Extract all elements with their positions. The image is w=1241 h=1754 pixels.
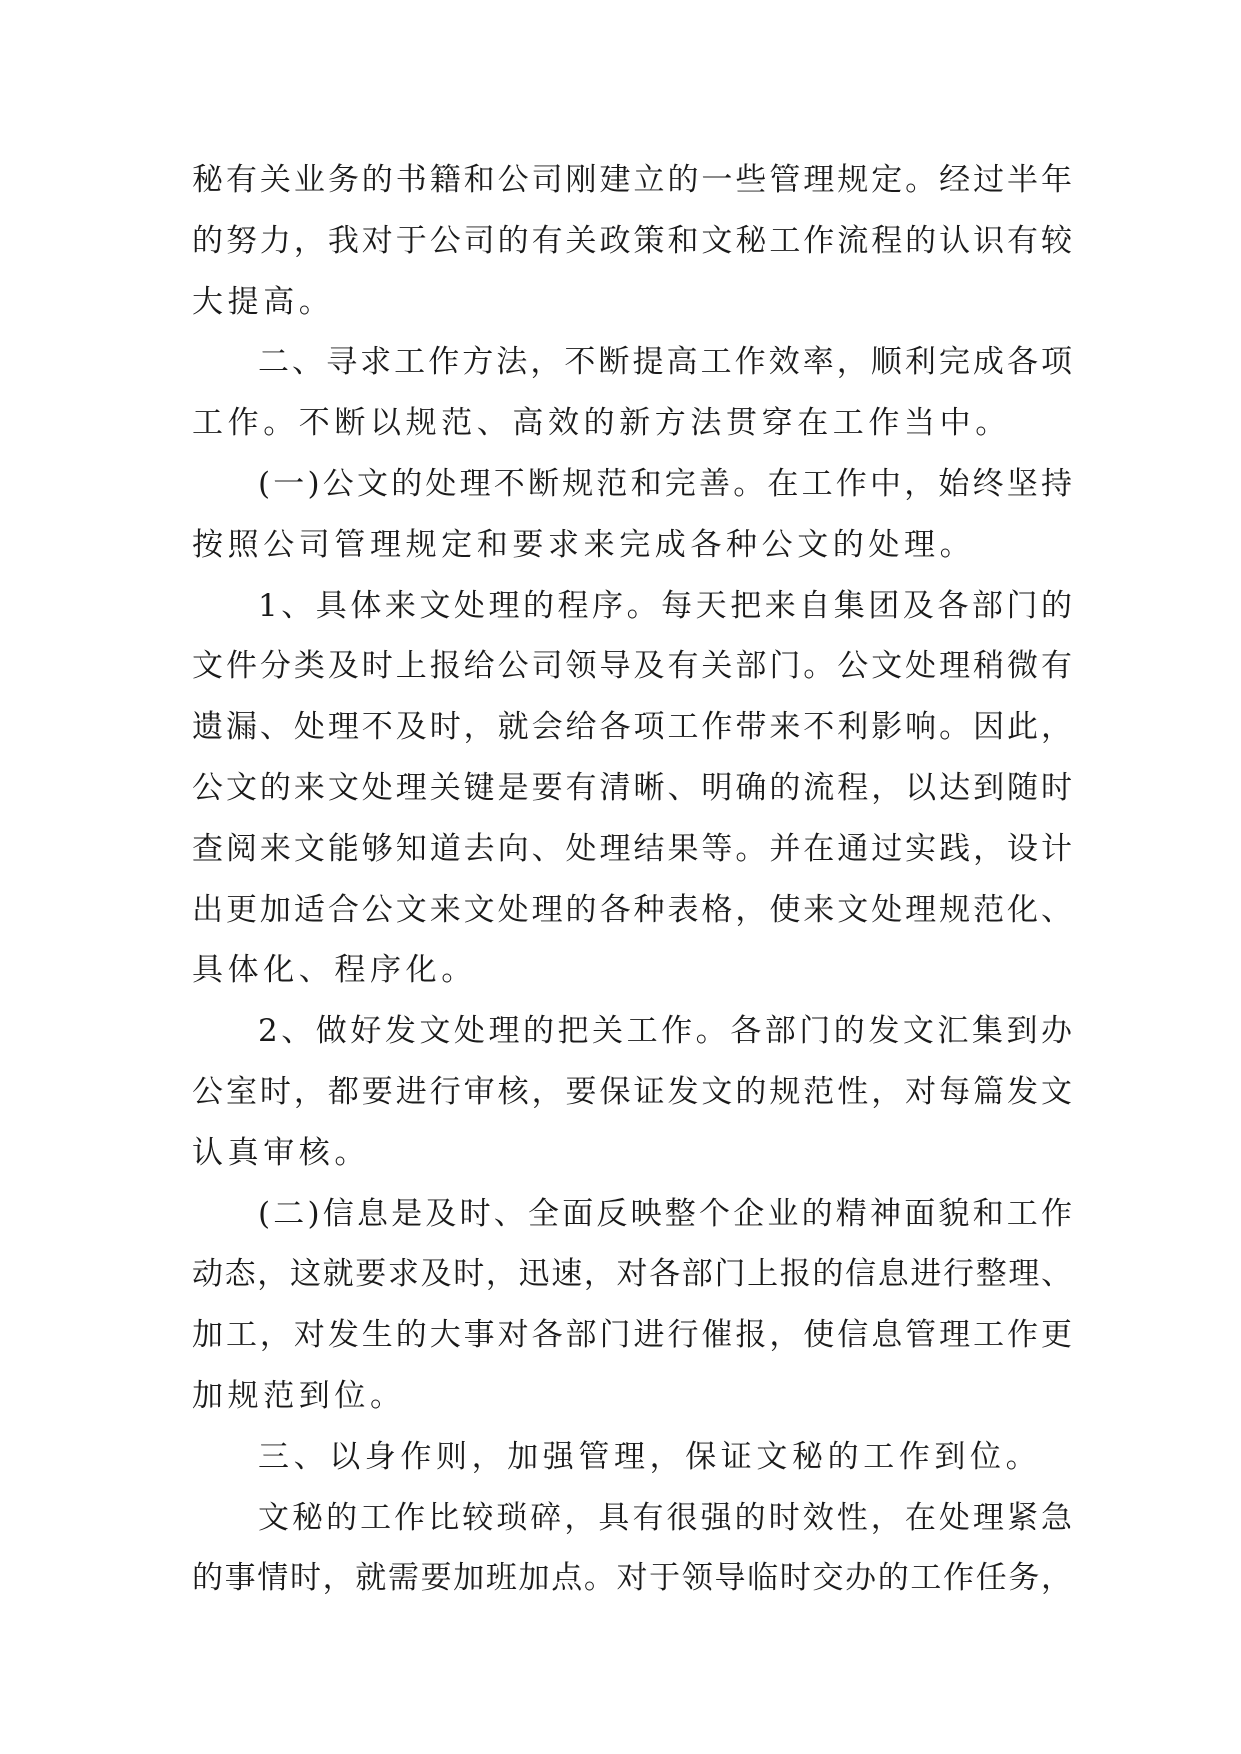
text-line: 具体化、程序化。 xyxy=(192,952,477,989)
text-line: 大提高。 xyxy=(192,283,335,320)
paragraph-start-line: 1、具体来文处理的程序。每天把来自集团及各部门的 xyxy=(258,587,1072,624)
paragraph-start-line: 三、以身作则，加强管理，保证文秘的工作到位。 xyxy=(258,1438,1042,1475)
paragraph-start-line: 二、寻求工作方法，不断提高工作效率，顺利完成各项 xyxy=(258,344,1072,381)
document-body xyxy=(192,150,1072,1609)
text-line: 工作。不断以规范、高效的新方法贯穿在工作当中。 xyxy=(192,405,1011,442)
text-line: 的事情时，就需要加班加点。对于领导临时交办的工作任务， xyxy=(192,1560,1072,1597)
paragraph-start-line: (一)公文的处理不断规范和完善。在工作中，始终坚持 xyxy=(258,465,1072,502)
text-line: 按照公司管理规定和要求来完成各种公文的处理。 xyxy=(192,526,976,563)
text-line: 加规范到位。 xyxy=(192,1377,406,1414)
text-line: 公室时，都要进行审核，要保证发文的规范性，对每篇发文 xyxy=(192,1073,1072,1110)
text-line: 遗漏、处理不及时，就会给各项工作带来不利影响。因此， xyxy=(192,709,1072,746)
paragraph-start-line: (二)信息是及时、全面反映整个企业的精神面貌和工作 xyxy=(258,1195,1072,1232)
paragraph-start-line: 2、做好发文处理的把关工作。各部门的发文汇集到办 xyxy=(258,1013,1072,1050)
text-line: 的努力，我对于公司的有关政策和文秘工作流程的认识有较 xyxy=(192,222,1072,259)
text-line: 动态，这就要求及时，迅速，对各部门上报的信息进行整理、 xyxy=(192,1256,1072,1293)
paragraph-start-line: 文秘的工作比较琐碎，具有很强的时效性，在处理紧急 xyxy=(258,1499,1072,1536)
text-line: 加工，对发生的大事对各部门进行催报，使信息管理工作更 xyxy=(192,1317,1072,1354)
text-line: 出更加适合公文来文处理的各种表格，使来文处理规范化、 xyxy=(192,891,1072,928)
text-line: 认真审核。 xyxy=(192,1134,370,1171)
text-line: 公文的来文处理关键是要有清晰、明确的流程，以达到随时 xyxy=(192,769,1072,806)
text-line: 查阅来文能够知道去向、处理结果等。并在通过实践，设计 xyxy=(192,830,1072,867)
text-line: 秘有关业务的书籍和公司刚建立的一些管理规定。经过半年 xyxy=(192,162,1072,198)
text-line: 文件分类及时上报给公司领导及有关部门。公文处理稍微有 xyxy=(192,648,1072,685)
